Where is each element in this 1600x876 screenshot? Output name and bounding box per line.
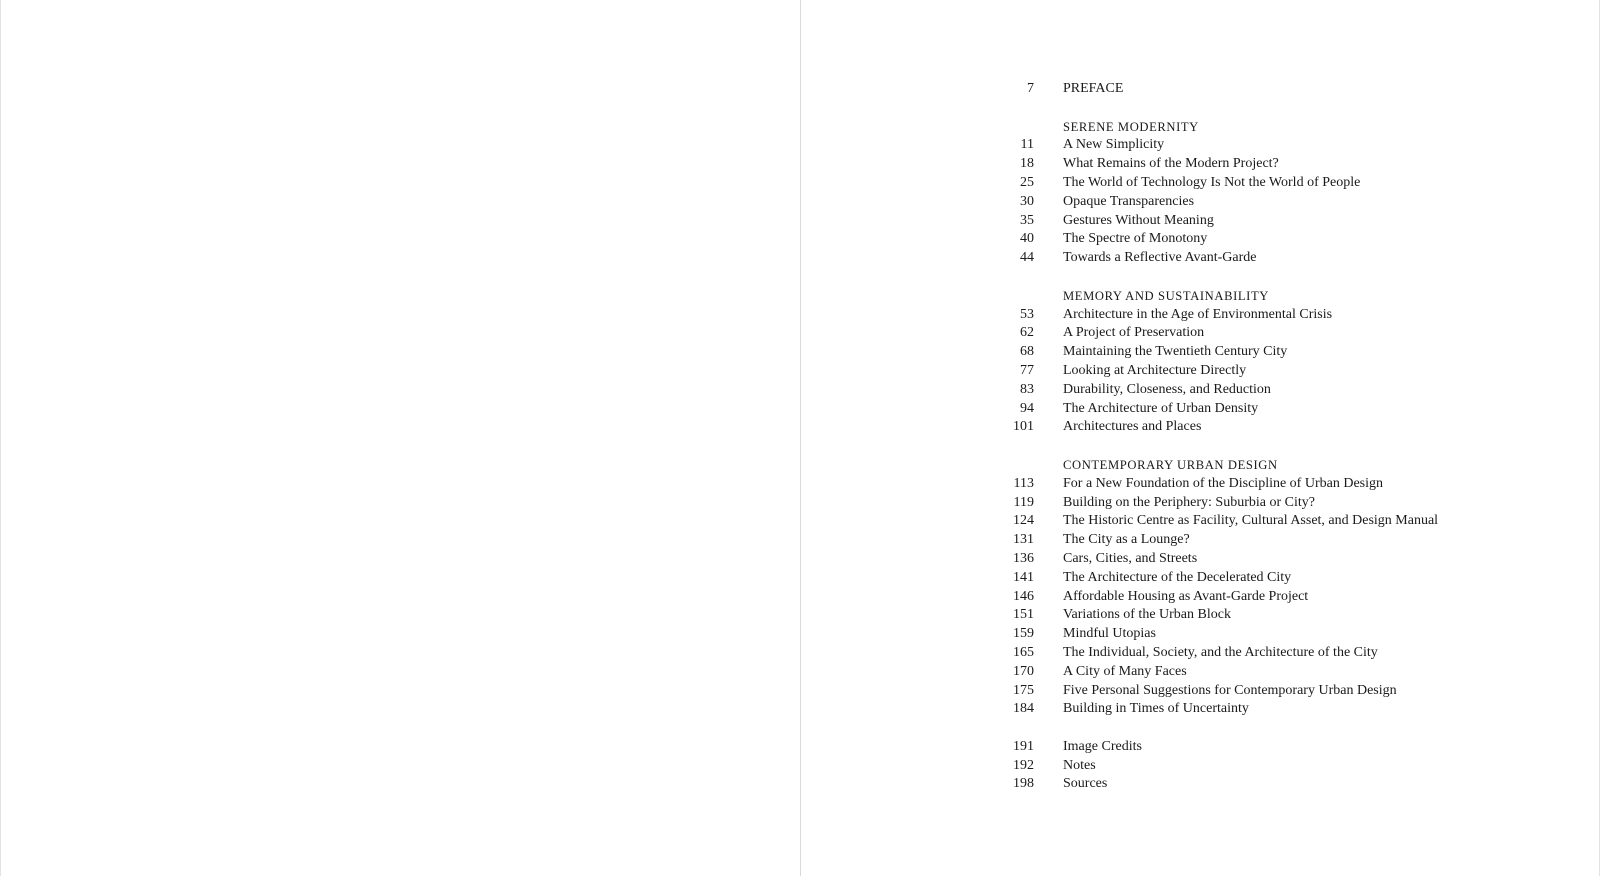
toc-entry[interactable] — [991, 700, 1591, 719]
toc-entry[interactable] — [991, 136, 1591, 155]
toc-page-number: 101 — [1013, 419, 1034, 435]
toc-entry[interactable] — [991, 682, 1591, 701]
section-heading-text: CONTEMPORARY URBAN DESIGN — [1063, 457, 1278, 472]
toc-entry[interactable] — [991, 249, 1591, 268]
toc-page-number: 192 — [1013, 757, 1034, 773]
toc-entry[interactable] — [991, 569, 1591, 588]
section-gap — [991, 268, 1591, 287]
section-gap — [991, 437, 1591, 456]
toc-entry[interactable] — [991, 306, 1591, 325]
toc-entry-title: The Architecture of Urban Density — [1063, 400, 1259, 416]
toc-entry-title: A City of Many Faces — [1063, 663, 1187, 679]
toc-page-number: 30 — [1020, 193, 1034, 209]
toc-page-number: 113 — [1013, 475, 1034, 491]
toc-page-number: 146 — [1013, 588, 1034, 604]
toc-entry-title: Cars, Cities, and Streets — [1063, 550, 1198, 566]
toc-entry[interactable] — [991, 663, 1591, 682]
toc-page-number: 151 — [1013, 607, 1034, 623]
toc-entry-title: Building on the Periphery: Suburbia or City? — [1063, 494, 1315, 510]
toc-preface-row[interactable] — [991, 80, 1591, 99]
toc-page-number: 119 — [1013, 494, 1034, 510]
toc-page-number: 141 — [1013, 569, 1034, 585]
toc-entry[interactable] — [991, 343, 1591, 362]
toc-entry-title: Sources — [1063, 776, 1108, 792]
toc-entry-title: Durability, Closeness, and Reduction — [1063, 381, 1271, 397]
toc-entry[interactable] — [991, 588, 1591, 607]
toc-entry-title: Gestures Without Meaning — [1063, 212, 1214, 228]
toc-entry-title: The Architecture of the Decelerated City — [1063, 569, 1292, 585]
toc-entry[interactable] — [991, 362, 1591, 381]
toc-page-number: 94 — [1020, 400, 1034, 416]
toc-entry[interactable] — [991, 418, 1591, 437]
toc-entry-title: A Project of Preservation — [1063, 325, 1205, 341]
toc-page-number: 35 — [1020, 212, 1034, 228]
toc-entry-title: Opaque Transparencies — [1063, 193, 1195, 209]
toc-page-number: 18 — [1020, 156, 1034, 172]
section-heading-text: MEMORY AND SUSTAINABILITY — [1063, 288, 1269, 303]
toc-entry-title: A New Simplicity — [1063, 137, 1165, 153]
toc-entry[interactable] — [991, 512, 1591, 531]
toc-entry-title: Building in Times of Uncertainty — [1063, 701, 1249, 717]
toc-page-number: 131 — [1013, 532, 1034, 548]
toc-entry[interactable] — [991, 155, 1591, 174]
toc-entry-title: The City as a Lounge? — [1063, 532, 1190, 548]
toc-entry[interactable] — [991, 494, 1591, 513]
toc-entry-title: Maintaining the Twentieth Century City — [1063, 344, 1288, 360]
toc-entry[interactable] — [991, 550, 1591, 569]
toc-entry-title: The World of Technology Is Not the World of People — [1063, 174, 1361, 190]
toc-entry[interactable] — [991, 381, 1591, 400]
toc-entry[interactable] — [991, 644, 1591, 663]
toc-entry-title: Affordable Housing as Avant-Garde Project — [1063, 588, 1309, 604]
toc-entry-title: What Remains of the Modern Project? — [1063, 156, 1279, 172]
toc-page-number: 11 — [1020, 137, 1034, 153]
toc-entry-title: The Individual, Society, and the Architecture of the City — [1063, 644, 1378, 660]
toc-entry[interactable] — [991, 212, 1591, 231]
toc-back-matter-entry[interactable] — [991, 738, 1591, 757]
toc-page-number: 124 — [1013, 513, 1034, 529]
toc-section-heading — [991, 118, 1591, 137]
toc-entry-title: Image Credits — [1063, 738, 1142, 754]
toc-page-number: 40 — [1020, 231, 1034, 247]
toc-page-number: 25 — [1020, 174, 1034, 190]
toc-entry-title: Architectures and Places — [1063, 419, 1202, 435]
toc-page-number: 170 — [1013, 663, 1034, 679]
toc-entry[interactable] — [991, 324, 1591, 343]
toc-back-matter-entry[interactable] — [991, 775, 1591, 794]
toc-entry[interactable] — [991, 531, 1591, 550]
toc-page-number: 68 — [1020, 344, 1034, 360]
toc-entry-title: For a New Foundation of the Discipline of Urban Design — [1063, 475, 1383, 491]
toc-entry-title: Variations of the Urban Block — [1063, 607, 1231, 623]
toc-entry[interactable] — [991, 174, 1591, 193]
right-page-contents — [801, 0, 1600, 876]
toc-page-number: 191 — [1013, 738, 1034, 754]
toc-page-number: 83 — [1020, 381, 1034, 397]
section-gap — [991, 99, 1591, 118]
toc-entry[interactable] — [991, 400, 1591, 419]
toc-page-number: 136 — [1013, 550, 1034, 566]
toc-entry-title: The Historic Centre as Facility, Cultural Asset, and Design Manual — [1063, 513, 1439, 529]
toc-page-number: 165 — [1013, 644, 1034, 660]
toc-entry[interactable] — [991, 230, 1591, 249]
toc-page-number: 175 — [1013, 682, 1034, 698]
table-of-contents — [991, 80, 1591, 794]
section-heading-text: SERENE MODERNITY — [1063, 119, 1199, 134]
toc-entry-title: Looking at Architecture Directly — [1063, 362, 1247, 378]
toc-page-number: 7 — [1027, 81, 1034, 96]
toc-entry-title: Architecture in the Age of Environmental Crisis — [1063, 306, 1333, 322]
toc-page-number: 53 — [1020, 306, 1034, 322]
toc-entry-title: Mindful Utopias — [1063, 626, 1156, 642]
toc-page-number: 198 — [1013, 776, 1034, 792]
toc-entry-title: Five Personal Suggestions for Contemporary Urban Design — [1063, 682, 1397, 698]
toc-page-number: 184 — [1013, 701, 1034, 717]
toc-entry[interactable] — [991, 625, 1591, 644]
toc-section-heading — [991, 456, 1591, 475]
toc-entry[interactable] — [991, 606, 1591, 625]
toc-back-matter-entry[interactable] — [991, 757, 1591, 776]
toc-entry-title: Notes — [1063, 757, 1096, 773]
toc-entry[interactable] — [991, 475, 1591, 494]
toc-page-number: 62 — [1020, 325, 1034, 341]
section-gap — [991, 719, 1591, 738]
toc-entry-title: The Spectre of Monotony — [1063, 231, 1208, 247]
toc-entry-title: Towards a Reflective Avant-Garde — [1063, 250, 1257, 266]
toc-entry[interactable] — [991, 193, 1591, 212]
toc-section-heading — [991, 287, 1591, 306]
toc-page-number: 44 — [1020, 250, 1034, 266]
toc-page-number: 159 — [1013, 626, 1034, 642]
toc-page-number: 77 — [1020, 362, 1034, 378]
toc-entry-title: PREFACE — [1063, 81, 1124, 96]
